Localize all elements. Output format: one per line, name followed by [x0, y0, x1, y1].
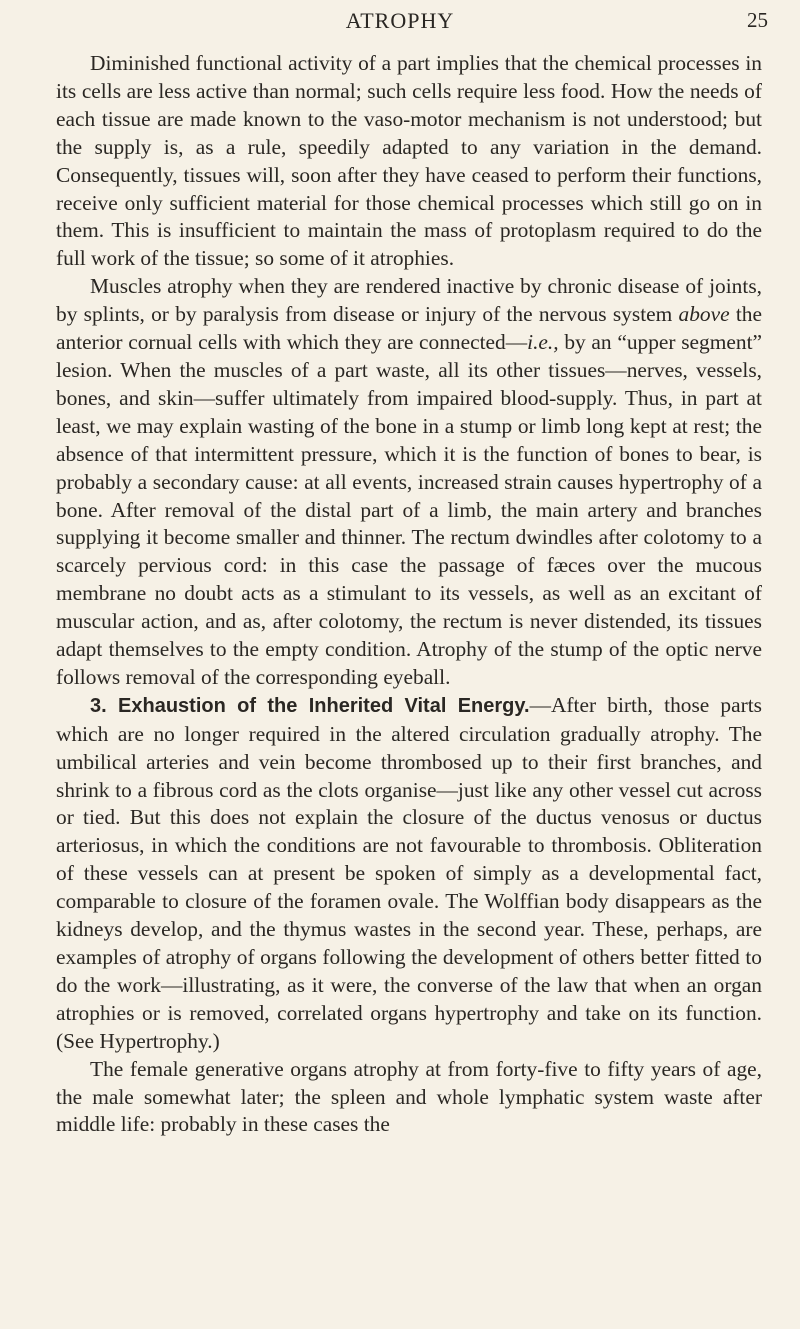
text-segment: the anterior cornual cells with which they are connected—	[56, 302, 762, 355]
text-segment: by an “upper segment” lesion. When the muscles of a part waste, all its other tissues—nerves, vessels, bones, and skin—suffer ultimately from impaired blood-supply. Thus, in part at least, we may explain wasting of the bone in a stump or limb long kept at rest; the absence of that intermittent pressure, which it is the function of bones to bear, is probably a secondary cause: at all events, increased strain causes hypertrophy of a bone. After removal of the distal part of a limb, the main artery and branches supplying it become smaller and thinner. The rectum dwindles after colotomy to a scarcely pervious cord: in this case the passage of fæces over the mucous membrane no doubt acts as a stimulant to its vessels, as well as an excitant of muscular action, and as, after colotomy, the rectum is never distended, its tissues adapt themselves to the empty condition. Atrophy of the stump of the optic nerve follows removal of the corresponding eyeball.	[56, 330, 763, 689]
italic-ie: i.e.,	[527, 330, 559, 355]
italic-above: above	[678, 302, 730, 327]
paragraph-muscles-atrophy	[56, 273, 762, 692]
paragraph-diminished-activity: Diminished functional activity of a part implies that the chemical processes in its cells are less active than normal; such cells require less food. How the needs of each tissue are made known to the vaso-motor mechanism is not understood; but the supply is, as a rule, speedily adapted to any variation in the demand. Consequently, tissues will, soon after they have ceased to perform their functions, receive only sufficient material for those chemical processes which still go on in them. This is insufficient to maintain the mass of protoplasm required to do the full work of the tissue; so some of it atrophies.	[56, 51, 762, 271]
page-number: 25	[747, 8, 768, 32]
text-segment: —After birth, those parts which are no longer required in the altered circulation gradually atrophy. The umbilical arteries and vein become thrombosed up to their first branches, and shrink to a fibrous cord as the clots organise—just like any other vessel cut across or tied. But this does not explain the closure of the ductus venosus or ductus arteriosus, in which the conditions are not favourable to thrombosis. Obliteration of these vessels can at present be spoken of simply as a developmental fact, comparable to closure of the foramen ovale. The Wolffian body disappears as the kidneys develop, and the thymus wastes in the second year. These, perhaps, are examples of atrophy of organs following the development of others better fitted to do the work—illustrating, as it were, the converse of the law that when an organ atrophies or is removed, correlated organs hypertrophy and take on its function. (See Hypertrophy.)	[56, 692, 762, 1053]
page-header	[0, 4, 800, 44]
section-heading: 3. Exhaustion of the Inherited Vital Energy.	[90, 694, 530, 717]
page-body	[56, 50, 762, 1139]
paragraph-exhaustion	[56, 692, 762, 1056]
text-segment: Muscles atrophy when they are rendered inactive by chronic disease of joints, by splints, or by paralysis from disease or injury of the nervous system	[56, 274, 762, 327]
running-head: ATROPHY	[345, 8, 455, 33]
paragraph-generative-organs: The female generative organs atrophy at from forty-five to fifty years of age, the male somewhat later; the spleen and whole lymphatic system waste after middle life: probably in these cases the	[56, 1056, 762, 1137]
